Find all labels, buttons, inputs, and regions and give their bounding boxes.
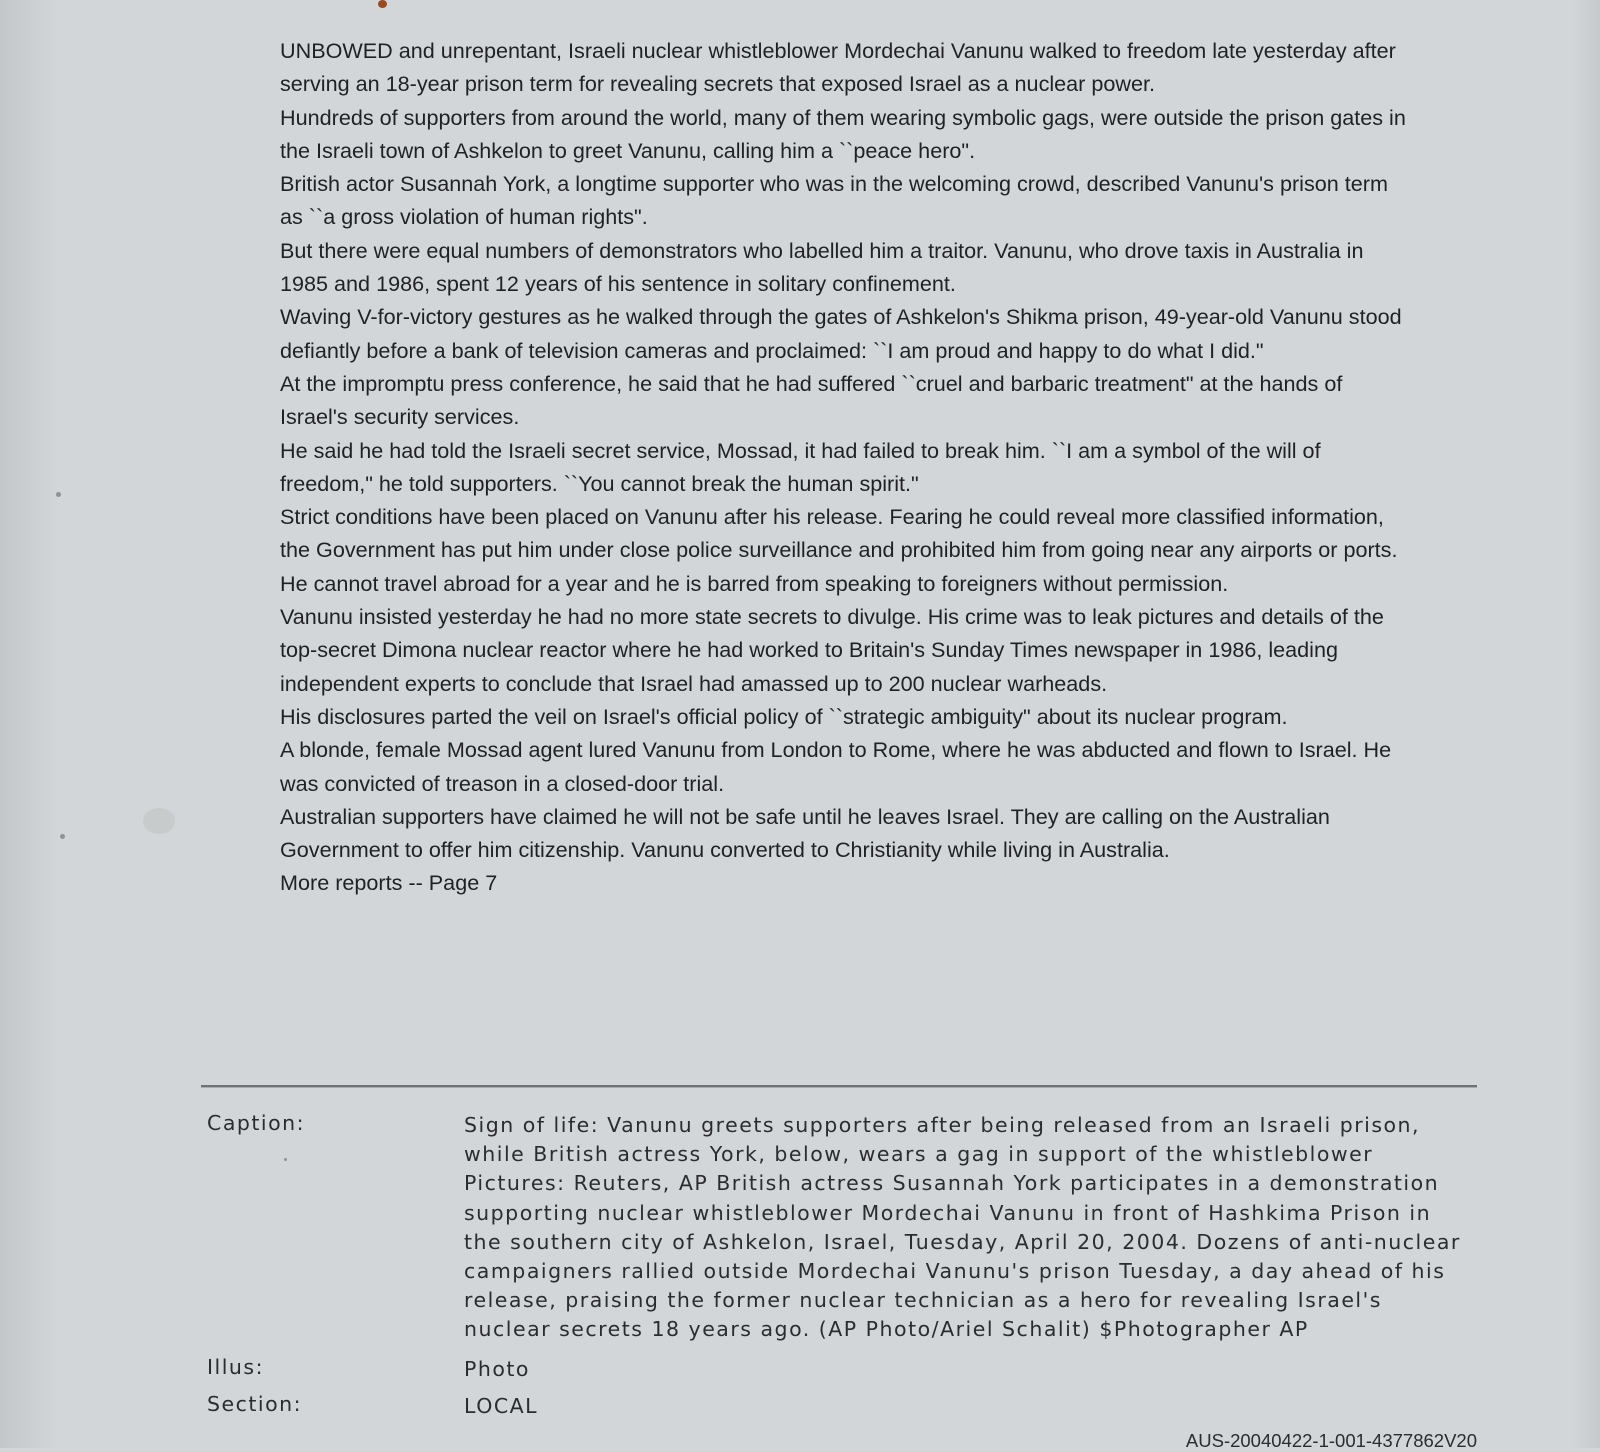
caption-text: Sign of life: Vanunu greets supporters after being released from an Israeli prison, while British actress York, below, wears a gag in support of the whistleblower Pictures: Reuters, AP British actress Susannah York participates in a demonstration supporting nuclear whistleblower Mordechai Vanunu in front of Hashkima Prison in the southern city of Ashkelon, Israel, Tuesday, April 20, 2004. Dozens of anti-nuclear campaigners rallied outside Mordechai Vanunu's prison Tuesday, a day ahead of his release, praising the former nuclear technician as a hero for revealing Israel's nuclear secrets 18 years ago. (AP Photo/Ariel Schalit) $Photographer AP xyxy=(464,1113,1461,1342)
scan-speck xyxy=(60,834,65,839)
article-paragraph: Australian supporters have claimed he will not be safe until he leaves Israel. They are calling on the Australian Government to offer him citizenship. Vanunu converted to Christianity while living in Australia. xyxy=(280,803,1330,863)
article-paragraph: His disclosures parted the veil on Israel's official policy of ``strategic ambiguity" about its nuclear program. xyxy=(280,703,1288,729)
scan-smudge xyxy=(143,808,175,834)
article-paragraph: UNBOWED and unrepentant, Israeli nuclear whistleblower Mordechai Vanunu walked to freedom late yesterday after serving an 18-year prison term for revealing secrets that exposed Israel as a nuclear power. xyxy=(280,38,1396,97)
article-paragraph: Waving V-for-victory gestures as he walked through the gates of Ashkelon's Shikma prison, 49-year-old Vanunu stood defiantly before a bank of television cameras and proclaimed: ``I am proud and happy to do what I did." xyxy=(280,304,1402,363)
article-paragraph: Vanunu insisted yesterday he had no more state secrets to divulge. His crime was to leak pictures and details of the top-secret Dimona nuclear reactor where he had worked to Britain's Sunday Times newspaper in 1986, leading independent experts to conclude that Israel had amassed up to 200 nuclear warheads. xyxy=(280,604,1384,696)
illus-value: Photo xyxy=(464,1357,530,1381)
article-paragraph: But there were equal numbers of demonstrators who labelled him a traitor. Vanunu, who drove taxis in Australia in 1985 and 1986, spent 12 years of his sentence in solitary confinement. xyxy=(280,237,1364,297)
article-paragraph: He said he had told the Israeli secret service, Mossad, it had failed to break him. ``I am a symbol of the will of freedom," he told supporters. ``You cannot break the human spirit." xyxy=(280,437,1321,496)
article-paragraph: British actor Susannah York, a longtime supporter who was in the welcoming crowd, described Vanunu's prison term as ``a gross violation of human rights". xyxy=(280,171,1388,230)
article-paragraph: At the impromptu press conference, he said that he had suffered ``cruel and barbaric treatment" at the hands of Israel's security services. xyxy=(280,370,1343,430)
more-reports-line: More reports -- Page 7 xyxy=(280,870,498,896)
illus-label: Illus: xyxy=(207,1355,265,1379)
scan-speck xyxy=(284,1158,287,1161)
scan-left-edge xyxy=(0,0,60,1448)
caption-label: Caption: xyxy=(207,1111,306,1135)
article-paragraph: A blonde, female Mossad agent lured Vanunu from London to Rome, where he was abducted and flown to Israel. He was convicted of treason in a closed-door trial. xyxy=(280,737,1392,796)
document-id: AUS-20040422-1-001-4377862V20 xyxy=(1185,1430,1477,1451)
article-body xyxy=(280,34,1410,900)
section-label: Section: xyxy=(207,1392,303,1416)
section-value: LOCAL xyxy=(464,1394,539,1418)
article-paragraph: Hundreds of supporters from around the world, many of them wearing symbolic gags, were outside the prison gates in the Israeli town of Ashkelon to greet Vanunu, calling him a ``peace hero". xyxy=(280,104,1406,163)
scan-right-edge xyxy=(1572,0,1600,1448)
ink-mark xyxy=(378,0,387,8)
article-paragraph: Strict conditions have been placed on Vanunu after his release. Fearing he could reveal more classified information, the Government has put him under close police surveillance and prohibited him from going near any airports or ports. He cannot travel abroad for a year and he is barred from speaking to foreigners without permission. xyxy=(280,504,1398,596)
section-divider xyxy=(201,1085,1477,1088)
scan-speck xyxy=(56,492,61,497)
